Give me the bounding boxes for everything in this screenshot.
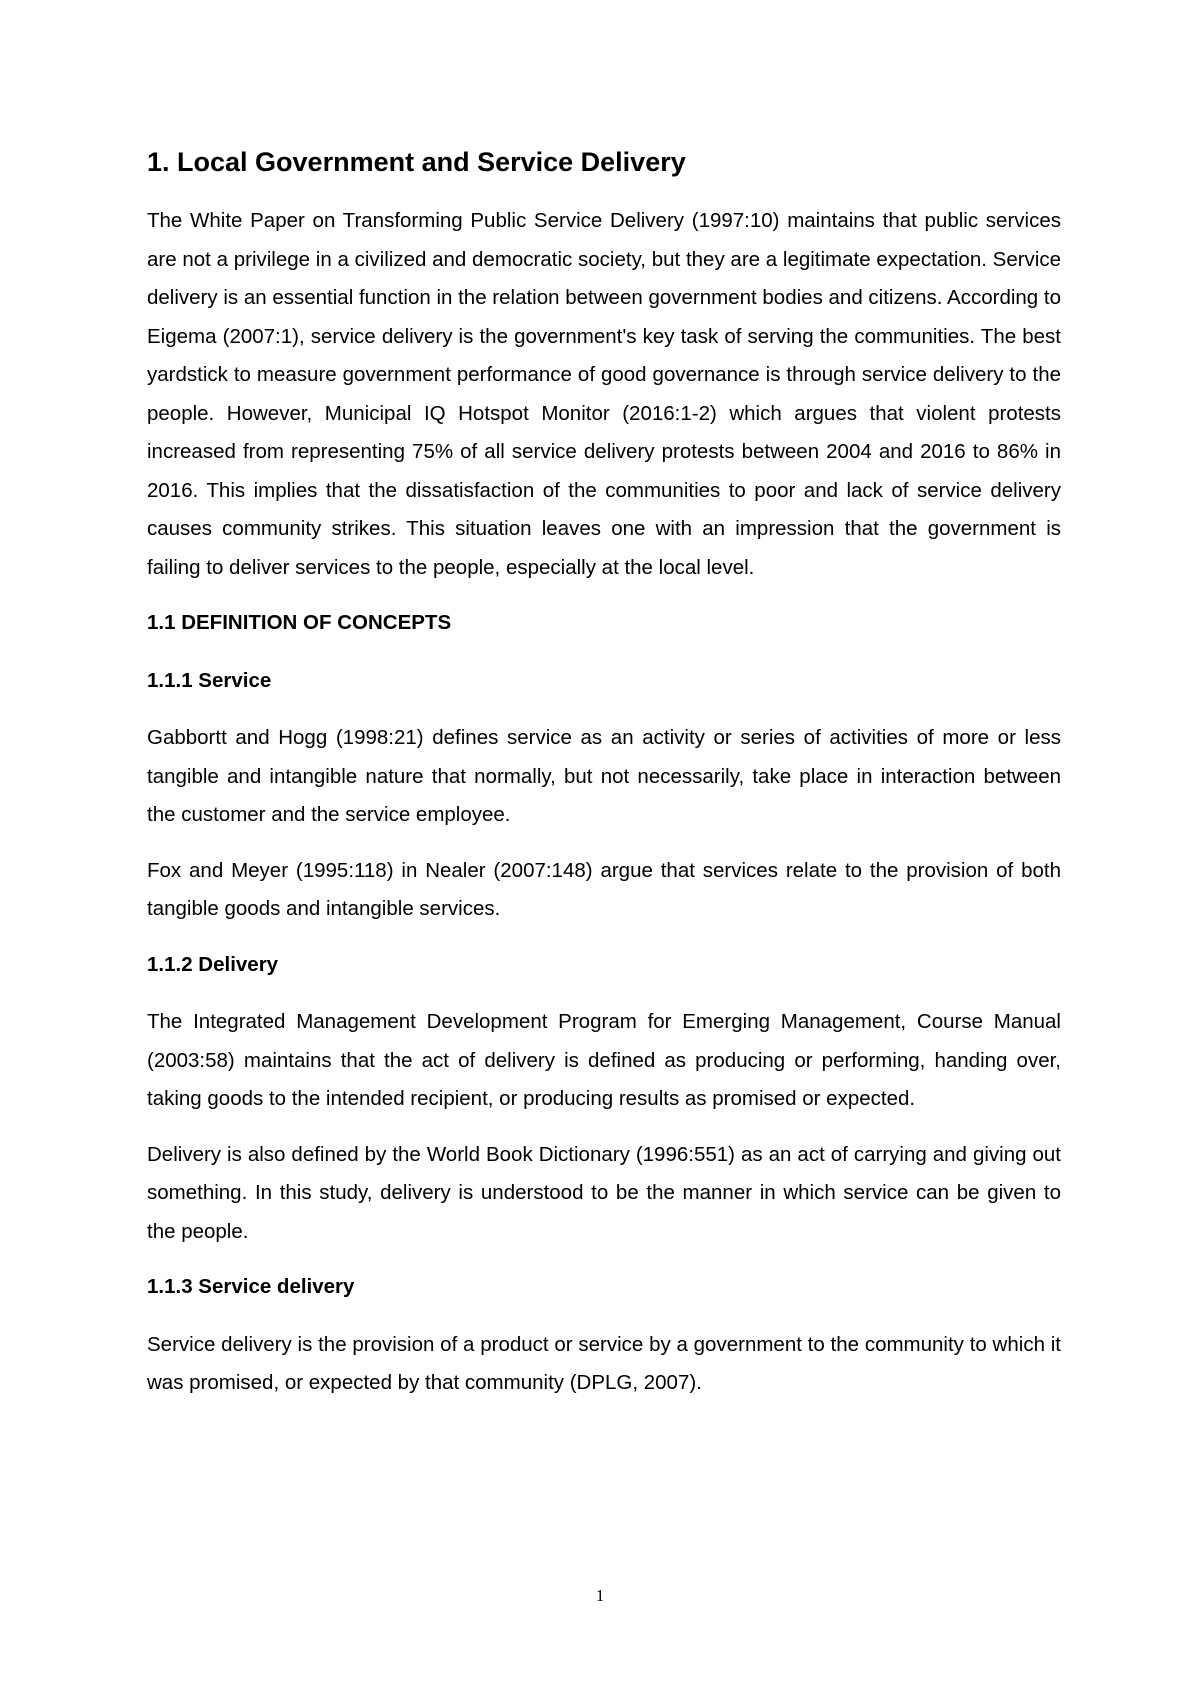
delivery-paragraph-2: Delivery is also defined by the World Book Dictionary (1996:551) as an act of carrying and giving out something. In this study, delivery is understood to be the manner in which service can be given to the people. (147, 1142, 1061, 1243)
section-heading-delivery: 1.1.2 Delivery (147, 952, 279, 976)
service-delivery-paragraph-1: Service delivery is the provision of a product or service by a government to the community to which it was promised, or expected by that community (DPLG, 2007). (147, 1332, 1061, 1394)
document-title: 1. Local Government and Service Delivery (147, 147, 686, 177)
intro-paragraph: The White Paper on Transforming Public Service Delivery (1997:10) maintains that public services are not a privilege in a civilized and democratic society, but they are a legitimate expectation. Service delivery is an essential function in the relation between government bodies and citizens. According to Eigema (2007:1), service delivery is the government's key task of serving the communities. The best yardstick to measure government performance of good governance is through service delivery to the people. However, Municipal IQ Hotspot Monitor (2016:1-2) which argues that violent protests increased from representing 75% of all service delivery protests between 2004 and 2016 to 86% in 2016. This implies that the dissatisfaction of the communities to poor and lack of service delivery causes community strikes. This situation leaves one with an impression that the government is failing to deliver services to the people, especially at the local level. (147, 209, 1061, 579)
section-heading-service: 1.1.1 Service (147, 668, 272, 692)
page-number: 1 (595, 1586, 605, 1605)
page-content (147, 142, 1061, 1420)
section-heading-service-delivery: 1.1.3 Service delivery (147, 1275, 355, 1298)
service-paragraph-2: Fox and Meyer (1995:118) in Nealer (2007:148) argue that services relate to the provision of both tangible goods and intangible services. (147, 858, 1061, 920)
delivery-paragraph-1: The Integrated Management Development Program for Emerging Management, Course Manual (2003:58) maintains that the act of delivery is defined as producing or performing, handing over, taking goods to the intended recipient, or producing results as promised or expected. (147, 1010, 1061, 1110)
service-paragraph-1: Gabbortt and Hogg (1998:21) defines service as an activity or series of activities of more or less tangible and intangible nature that normally, but not necessarily, take place in interaction between the customer and the service employee. (147, 726, 1061, 826)
section-heading-definition-of-concepts: 1.1 DEFINITION OF CONCEPTS (147, 611, 452, 634)
